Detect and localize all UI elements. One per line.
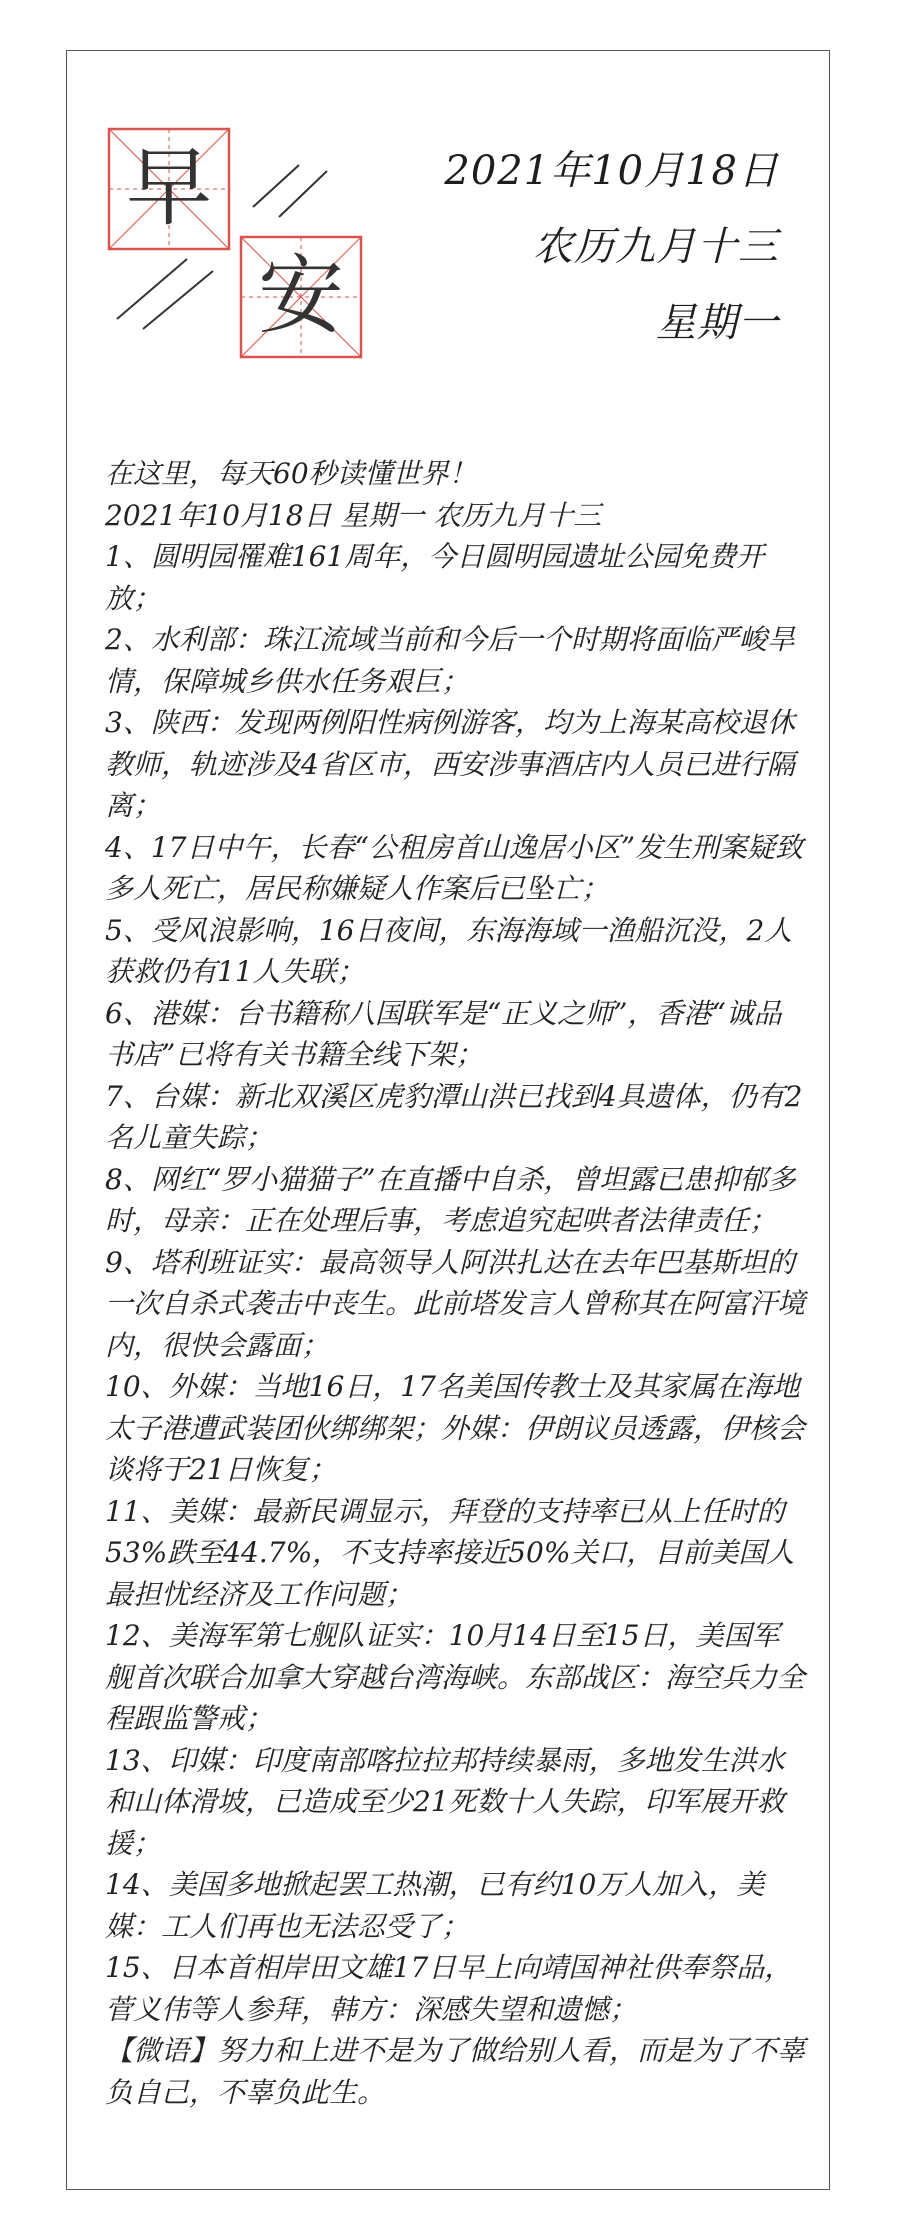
news-item: 14、美国多地掀起罢工热潮，已有约10万人加入，美媒：工人们再也无法忍受了； [105, 1868, 765, 1943]
date-summary-line: 2021年10月18日 星期一 农历九月十三 [105, 498, 602, 532]
date-gregorian: 2021年10月18日 [444, 148, 779, 194]
news-item: 2、水利部：珠江流域当前和今后一个时期将面临严峻旱情，保障城乡供水任务艰巨； [105, 623, 795, 698]
intro-line: 在这里，每天60秒读懂世界！ [105, 457, 477, 490]
date-lunar: 农历九月十三 [533, 224, 779, 270]
news-item: 3、陕西：发现两例阳性病例游客，均为上海某高校退休教师，轨迹涉及4省区市，西安涉事酒店内人员已进行隔离； [105, 706, 795, 822]
news-item: 6、港媒：台书籍称八国联军是“正义之师”，香港“诚品书店”已将有关书籍全线下架； [105, 996, 782, 1071]
daily-quote: 【微语】努力和上进不是为了做给别人看，而是为了不辜负自己，不辜负此生。 [105, 2034, 806, 2109]
news-content [105, 453, 805, 2113]
page-frame [66, 50, 830, 2190]
news-item: 15、日本首相岸田文雄17日早上向靖国神社供奉祭品，菅义伟等人参拜，韩方：深感失望和遗憾； [105, 1951, 793, 2026]
char-peace: 安 [258, 246, 344, 346]
char-morning: 早 [126, 138, 212, 238]
news-item: 9、塔利班证实：最高领导人阿洪扎达在去年巴基斯坦的一次自杀式袭击中丧生。此前塔发言人曾称其在阿富汗境内，很快会露面； [105, 1245, 806, 1362]
news-item: 11、美媒：最新民调显示，拜登的支持率已从上任时的53%跌至44.7%，不支持率接近50%关口，目前美国人最担忧经济及工作问题； [105, 1494, 795, 1611]
news-item: 1、圆明园罹难161周年，今日圆明园遗址公园免费开放； [105, 540, 765, 615]
news-item: 13、印媒：印度南部喀拉拉邦持续暴雨，多地发生洪水和山体滑坡，已造成至少21死数十人失踪，印军展开救援； [105, 1743, 785, 1860]
news-item: 8、网红“罗小猫猫子”在直播中自杀，曾坦露已患抑郁多时，母亲：正在处理后事，考虑追究起哄者法律责任； [105, 1162, 796, 1237]
news-item: 5、受风浪影响，16日夜间，东海海域一渔船沉没，2人获救仍有11人失联； [105, 913, 793, 988]
news-item: 12、美海军第七舰队证实：10月14日至15日，美国军舰首次联合加拿大穿越台湾海峡。东部战区：海空兵力全程跟监警戒； [105, 1619, 806, 1735]
weekday: 星期一 [656, 300, 779, 346]
news-item: 7、台媒：新北双溪区虎豹潭山洪已找到4具遗体，仍有2名儿童失踪； [105, 1079, 803, 1154]
news-item: 10、外媒：当地16日，17名美国传教士及其家属在海地太子港遭武装团伙绑绑架；外媒：伊朗议员透露，伊核会谈将于21日恢复； [105, 1370, 806, 1486]
news-item: 4、17日中午，长春“公租房首山逸居小区”发生刑案疑致多人死亡，居民称嫌疑人作案后已坠亡； [105, 830, 804, 905]
